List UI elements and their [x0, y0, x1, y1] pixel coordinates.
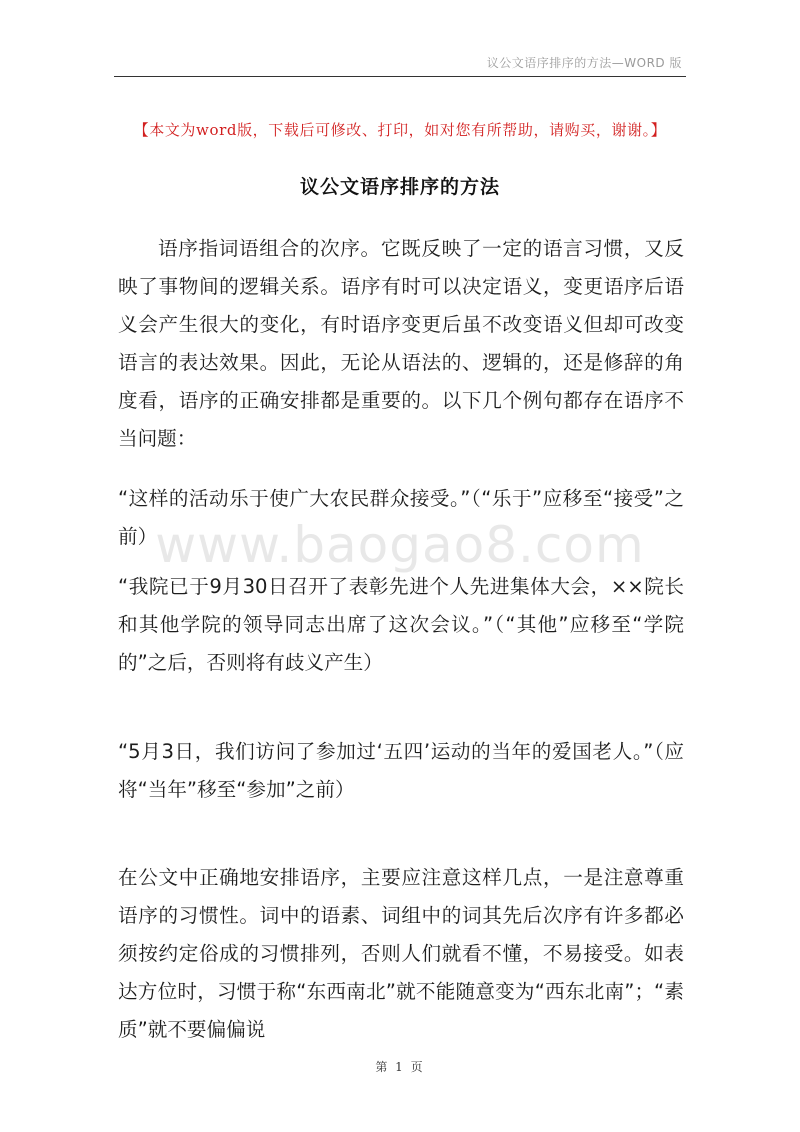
paragraph-example-2: “我院已于9月30日召开了表彰先进个人先进集体大会，××院长和其他学院的领导同志出席了这次会议。”（“其他”应移至“学院的”之后，否则将有歧义产生）	[118, 575, 684, 674]
document-title: 议公文语序排序的方法	[299, 176, 500, 198]
paragraph-example-1: “这样的活动乐于使广大农民群众接受。”（“乐于”应移至“接受”之前）	[118, 487, 684, 548]
paragraph-intro: 语序指词语组合的次序。它既反映了一定的语言习惯，又反映了事物间的逻辑关系。语序有时可以决定语义，变更语序后语义会产生很大的变化，有时语序变更后虽不改变语义但却可改变语言的表达效果。因此，无论从语法的、逻辑的，还是修辞的角度看，语序的正确安排都是重要的。以下几个例句都存在语序不当问题：	[118, 237, 684, 450]
watermark: www.baogao8.com	[155, 516, 645, 574]
purchase-notice: 【本文为word版，下载后可修改、打印，如对您有所帮助，请购买，谢谢。】	[133, 121, 667, 139]
running-header: 议公文语序排序的方法—WORD 版	[486, 56, 682, 70]
paragraph-guidance: 在公文中正确地安排语序，主要应注意这样几点，一是注意尊重语序的习惯性。词中的语素、词组中的词其先后次序有许多都必须按约定俗成的习惯排列，否则人们就看不懂，不易接受。如表达方位时，习惯于称“东西南北”就不能随意变为“西东北南”；“素质”就不要偏偏说	[118, 866, 684, 1041]
paragraph-example-3: “5月3日，我们访问了参加过‘五四’运动的当年的爱国老人。”（应将“当年”移至“参加”之前）	[118, 740, 684, 801]
header-divider	[114, 76, 686, 77]
page-number: 第 1 页	[375, 1060, 425, 1074]
